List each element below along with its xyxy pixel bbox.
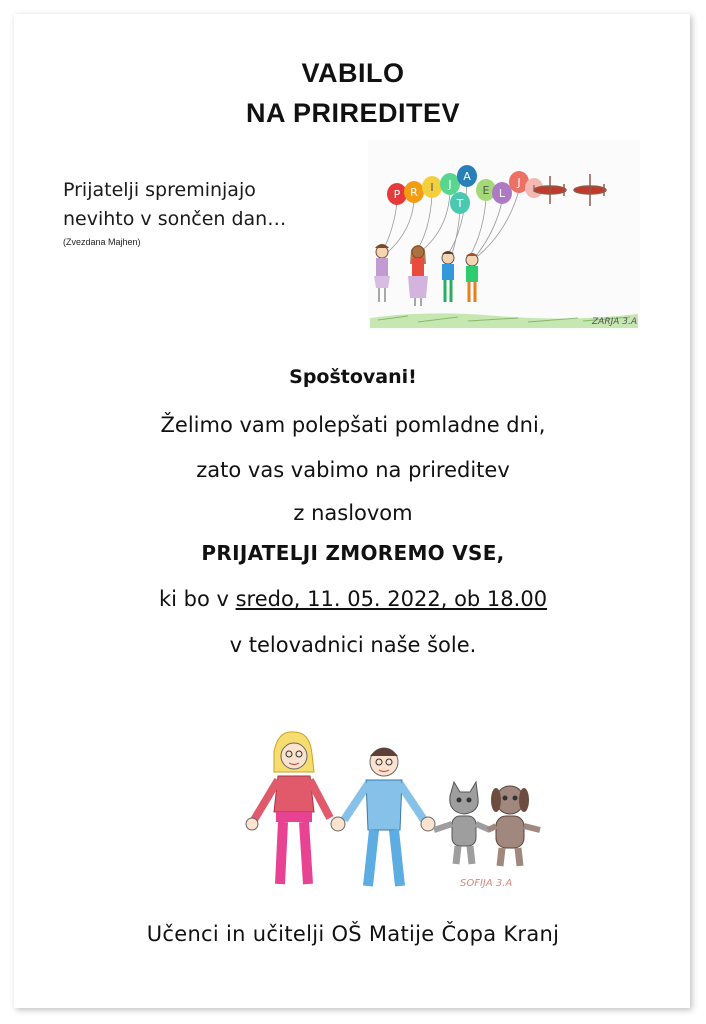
- event-name: PRIJATELJI ZMOREMO VSE,: [201, 541, 505, 565]
- balloon: [457, 165, 477, 187]
- balloon-letter: J: [448, 178, 452, 191]
- child-figure: [442, 251, 454, 302]
- balloon-letter: R: [410, 186, 418, 199]
- child-figure: [374, 244, 390, 302]
- invitation-line-1: Želimo vam polepšati pomladne dni,: [160, 413, 546, 437]
- title-line-2: NA PRIREDITEV: [245, 98, 461, 128]
- balloon: [387, 183, 407, 205]
- invitation-line-3: z naslovom: [293, 501, 413, 525]
- event-location: v telovadnici naše šole.: [229, 633, 477, 657]
- man-figure: [331, 748, 435, 886]
- event-date-line: [0, 587, 706, 611]
- quote-line-1: Prijatelji spreminjajo: [63, 179, 256, 201]
- balloon-letter: L: [498, 187, 506, 200]
- cat-figure: [434, 782, 490, 864]
- child-figure: [466, 253, 478, 302]
- balloon: [450, 192, 470, 214]
- balloons: [387, 165, 543, 214]
- balloon-letter: J: [517, 176, 521, 189]
- event-date: sredo, 11. 05. 2022, ob 18.00: [235, 587, 548, 611]
- balloon-letter: I: [430, 181, 434, 194]
- balloon: [440, 173, 460, 195]
- balloon: [404, 181, 424, 203]
- invitation-line-2: zato vas vabimo na prireditev: [196, 458, 510, 482]
- airplane-icon: [574, 174, 606, 206]
- balloon: [492, 182, 512, 204]
- family-drawing: [238, 720, 550, 900]
- balloon-letter: T: [456, 197, 464, 210]
- quote-author: (Zvezdana Majhen): [63, 237, 141, 247]
- date-prefix: ki bo v: [158, 587, 236, 611]
- balloon-letter: P: [393, 188, 401, 201]
- dog-figure: [488, 786, 540, 866]
- friends-balloons-drawing: [368, 140, 640, 330]
- drawing-signature: ZARJA 3.A: [592, 317, 637, 327]
- balloon-letter: E: [482, 184, 490, 197]
- quote: [63, 176, 286, 234]
- balloon: [422, 176, 442, 198]
- drawing-signature: SOFIJA 3.A: [460, 878, 513, 889]
- quote-line-2: nevihto v sončen dan…: [63, 208, 287, 230]
- footer-signature: Učenci in učitelji OŠ Matije Čopa Kranj: [146, 922, 560, 946]
- balloon-letter: A: [463, 170, 471, 183]
- woman-figure: [246, 732, 330, 884]
- title-line-1: VABILO: [301, 58, 405, 88]
- greeting: Spoštovani!: [289, 366, 417, 388]
- child-figure: [408, 245, 428, 306]
